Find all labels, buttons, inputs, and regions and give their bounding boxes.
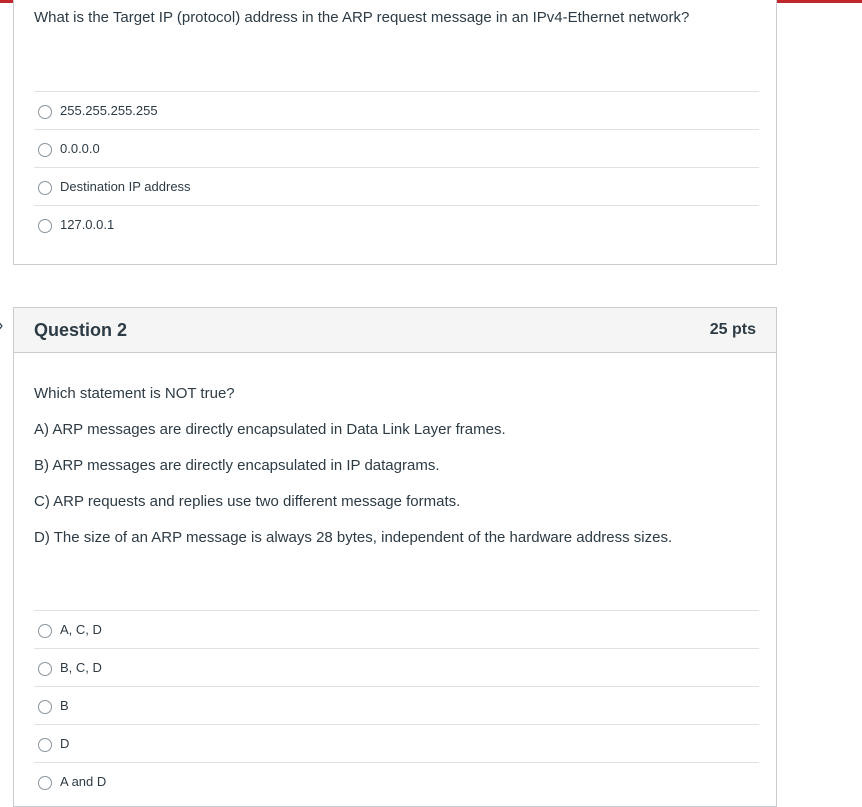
radio-button[interactable] xyxy=(38,143,52,157)
statement-b: B) ARP messages are directly encapsulated in IP datagrams. xyxy=(34,457,440,474)
question-header xyxy=(14,308,776,353)
question-2-card xyxy=(13,307,777,807)
answer-option[interactable] xyxy=(34,610,759,648)
radio-button[interactable] xyxy=(38,105,52,119)
answer-label: 0.0.0.0 xyxy=(60,141,100,156)
answer-label: A and D xyxy=(60,774,107,789)
statement-a: A) ARP messages are directly encapsulated in Data Link Layer frames. xyxy=(34,421,506,438)
chevron-right-icon[interactable] xyxy=(0,318,4,334)
answer-option[interactable] xyxy=(34,91,759,129)
question-points: 25 pts xyxy=(709,321,756,338)
radio-button[interactable] xyxy=(38,776,52,790)
question-2-prompt: Which statement is NOT true? xyxy=(34,385,235,402)
answer-option[interactable] xyxy=(34,724,759,762)
answer-option[interactable] xyxy=(34,167,759,205)
question-1-answers xyxy=(34,91,759,243)
answer-option[interactable] xyxy=(34,648,759,686)
question-title: Question 2 xyxy=(34,319,128,340)
statement-c: C) ARP requests and replies use two different message formats. xyxy=(34,493,461,510)
radio-button[interactable] xyxy=(38,219,52,233)
answer-label: 127.0.0.1 xyxy=(60,217,115,232)
question-2-answers xyxy=(34,610,759,800)
radio-button[interactable] xyxy=(38,181,52,195)
answer-option[interactable] xyxy=(34,686,759,724)
question-1-text: What is the Target IP (protocol) address in the ARP request message in an IPv4-Ethernet network? xyxy=(34,9,690,26)
answer-label: 255.255.255.255 xyxy=(60,103,158,118)
answer-label: D xyxy=(60,736,70,751)
answer-option[interactable] xyxy=(34,129,759,167)
statement-d: D) The size of an ARP message is always 28 bytes, independent of the hardware address sizes. xyxy=(34,529,673,546)
radio-button[interactable] xyxy=(38,738,52,752)
answer-label: Destination IP address xyxy=(60,179,191,194)
answer-label: B, C, D xyxy=(60,660,102,675)
question-1-card xyxy=(13,0,777,265)
radio-button[interactable] xyxy=(38,662,52,676)
answer-option[interactable] xyxy=(34,762,759,800)
radio-button[interactable] xyxy=(38,700,52,714)
radio-button[interactable] xyxy=(38,624,52,638)
answer-label: B xyxy=(60,698,69,713)
answer-label: A, C, D xyxy=(60,622,102,637)
answer-option[interactable] xyxy=(34,205,759,243)
